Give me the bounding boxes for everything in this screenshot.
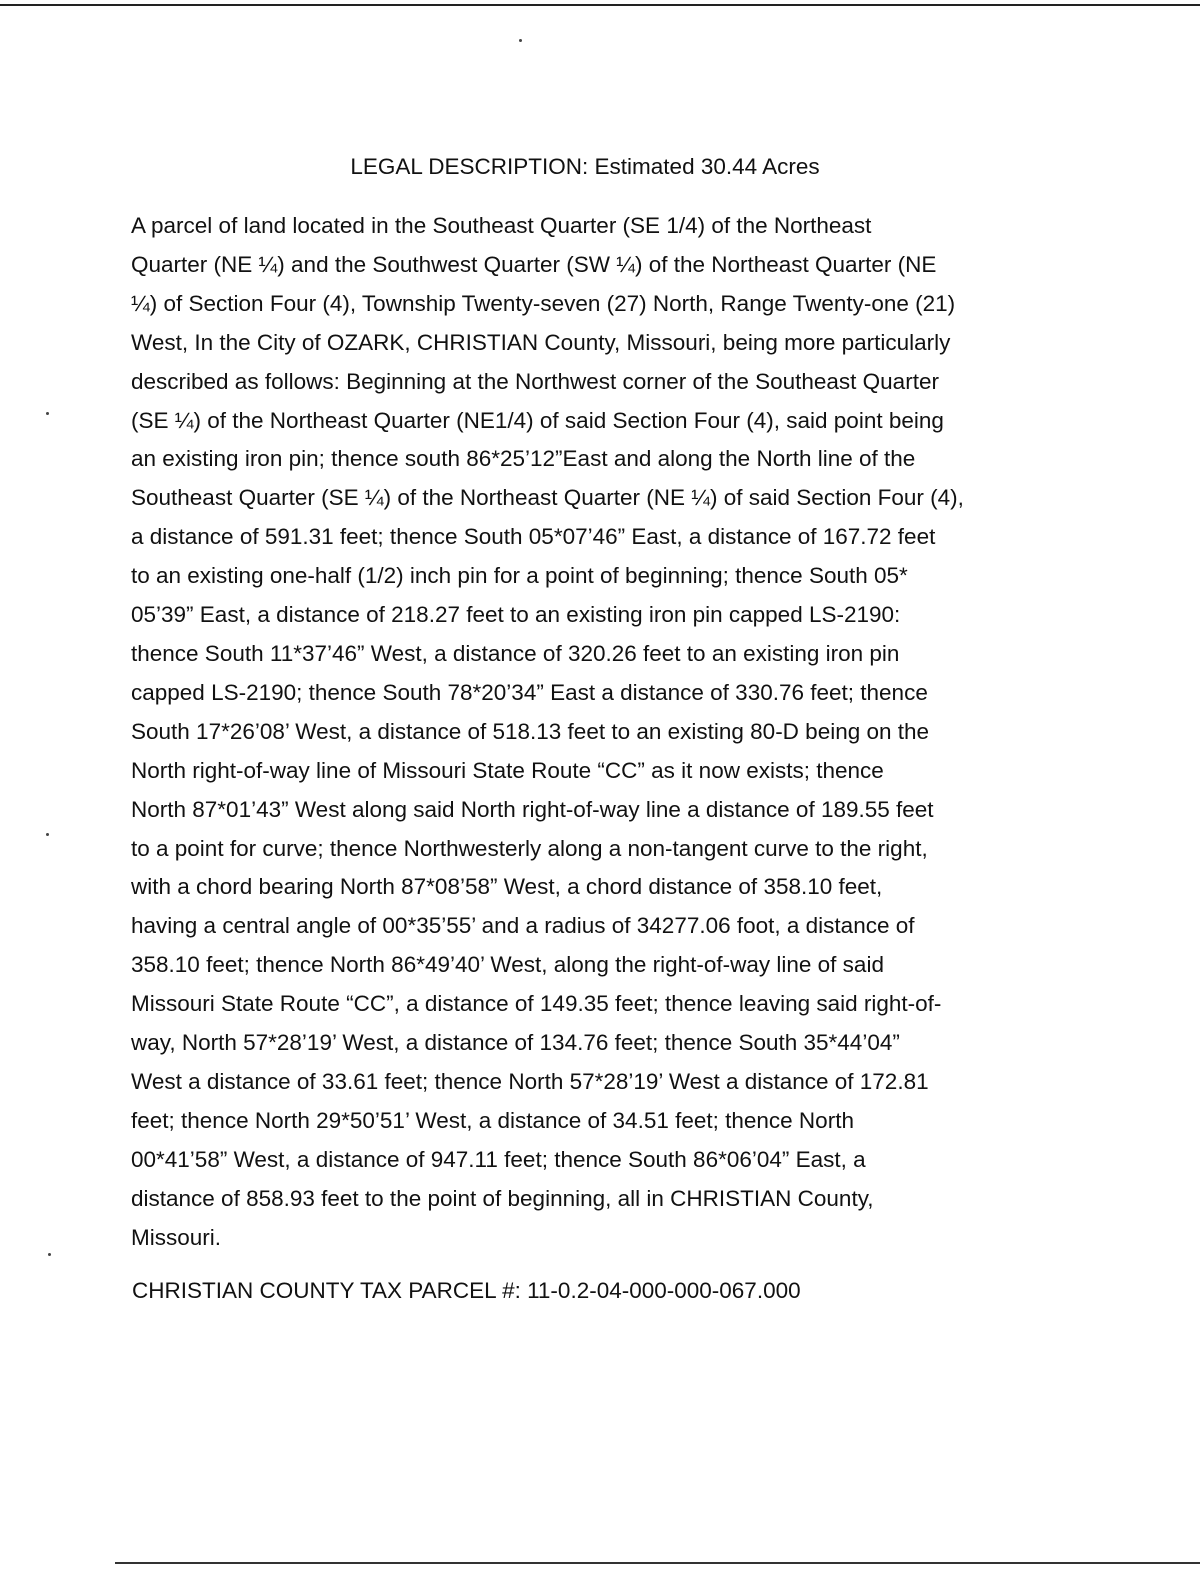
legal-description-line: Southeast Quarter (SE ¼) of the Northeast Quarter (NE ¼) of said Section Four (4), <box>131 485 964 511</box>
legal-description-line: Missouri State Route “CC”, a distance of 149.35 feet; thence leaving said right-of- <box>131 991 942 1017</box>
legal-description-line: South 17*26’08’ West, a distance of 518.13 feet to an existing 80-D being on the <box>131 718 930 744</box>
legal-description-line: thence South 11*37’46” West, a distance of 320.26 feet to an existing iron pin <box>131 640 900 666</box>
legal-description-line: to an existing one-half (1/2) inch pin for a point of beginning; thence South 05* <box>131 563 908 589</box>
legal-description-line: ¼) of Section Four (4), Township Twenty-seven (27) North, Range Twenty-one (21) <box>131 290 956 316</box>
page-title: LEGAL DESCRIPTION: Estimated 30.44 Acres <box>350 154 820 179</box>
legal-description-line: 05’39” East, a distance of 218.27 feet to an existing iron pin capped LS-2190: <box>131 602 901 628</box>
legal-description-line: described as follows: Beginning at the Northwest corner of the Southeast Quarter <box>131 368 939 394</box>
legal-description-line: (SE ¼) of the Northeast Quarter (NE1/4) of said Section Four (4), said point being <box>131 407 944 433</box>
scan-speck <box>46 833 49 836</box>
legal-description-line: way, North 57*28’19’ West, a distance of 134.76 feet; thence South 35*44’04” <box>131 1030 900 1056</box>
legal-description-line: West a distance of 33.61 feet; thence North 57*28’19’ West a distance of 172.81 <box>131 1068 929 1094</box>
scan-edge-top <box>0 4 1200 6</box>
legal-description-line: North right-of-way line of Missouri State Route “CC” as it now exists; thence <box>131 757 884 783</box>
legal-description-line: 358.10 feet; thence North 86*49’40’ West, along the right-of-way line of said <box>131 952 884 978</box>
tax-parcel-number: CHRISTIAN COUNTY TAX PARCEL #: 11-0.2-04-000-000-067.000 <box>132 1278 801 1303</box>
legal-description-line: Quarter (NE ¼) and the Southwest Quarter (SW ¼) of the Northeast Quarter (NE <box>131 251 937 277</box>
scan-speck <box>46 412 49 415</box>
legal-description-line: West, In the City of OZARK, CHRISTIAN County, Missouri, being more particularly <box>131 329 951 355</box>
legal-description-line: to a point for curve; thence Northwesterly along a non-tangent curve to the right, <box>131 835 928 861</box>
legal-description-line: feet; thence North 29*50’51’ West, a distance of 34.51 feet; thence North <box>131 1107 854 1133</box>
legal-description-line: Missouri. <box>131 1224 222 1250</box>
legal-description-line: a distance of 591.31 feet; thence South 05*07’46” East, a distance of 167.72 feet <box>131 524 936 550</box>
legal-description-line: having a central angle of 00*35’55’ and a radius of 34277.06 foot, a distance of <box>131 913 915 939</box>
legal-description-line: capped LS-2190; thence South 78*20’34” East a distance of 330.76 feet; thence <box>131 679 928 705</box>
legal-description-line: A parcel of land located in the Southeast Quarter (SE 1/4) of the Northeast <box>131 213 872 238</box>
scan-speck <box>48 1253 51 1256</box>
legal-description-line: North 87*01’43” West along said North right-of-way line a distance of 189.55 feet <box>131 796 934 822</box>
legal-description-line: with a chord bearing North 87*08’58” West, a chord distance of 358.10 feet, <box>131 874 883 900</box>
legal-description-line: 00*41’58” West, a distance of 947.11 feet; thence South 86*06’04” East, a <box>131 1146 866 1172</box>
scan-speck <box>519 39 522 42</box>
scan-edge-bottom <box>115 1562 1200 1564</box>
legal-description-line: an existing iron pin; thence south 86*25’12”East and along the North line of the <box>131 446 916 472</box>
legal-description-line: distance of 858.93 feet to the point of beginning, all in CHRISTIAN County, <box>131 1185 874 1211</box>
legal-description <box>131 207 1066 1257</box>
